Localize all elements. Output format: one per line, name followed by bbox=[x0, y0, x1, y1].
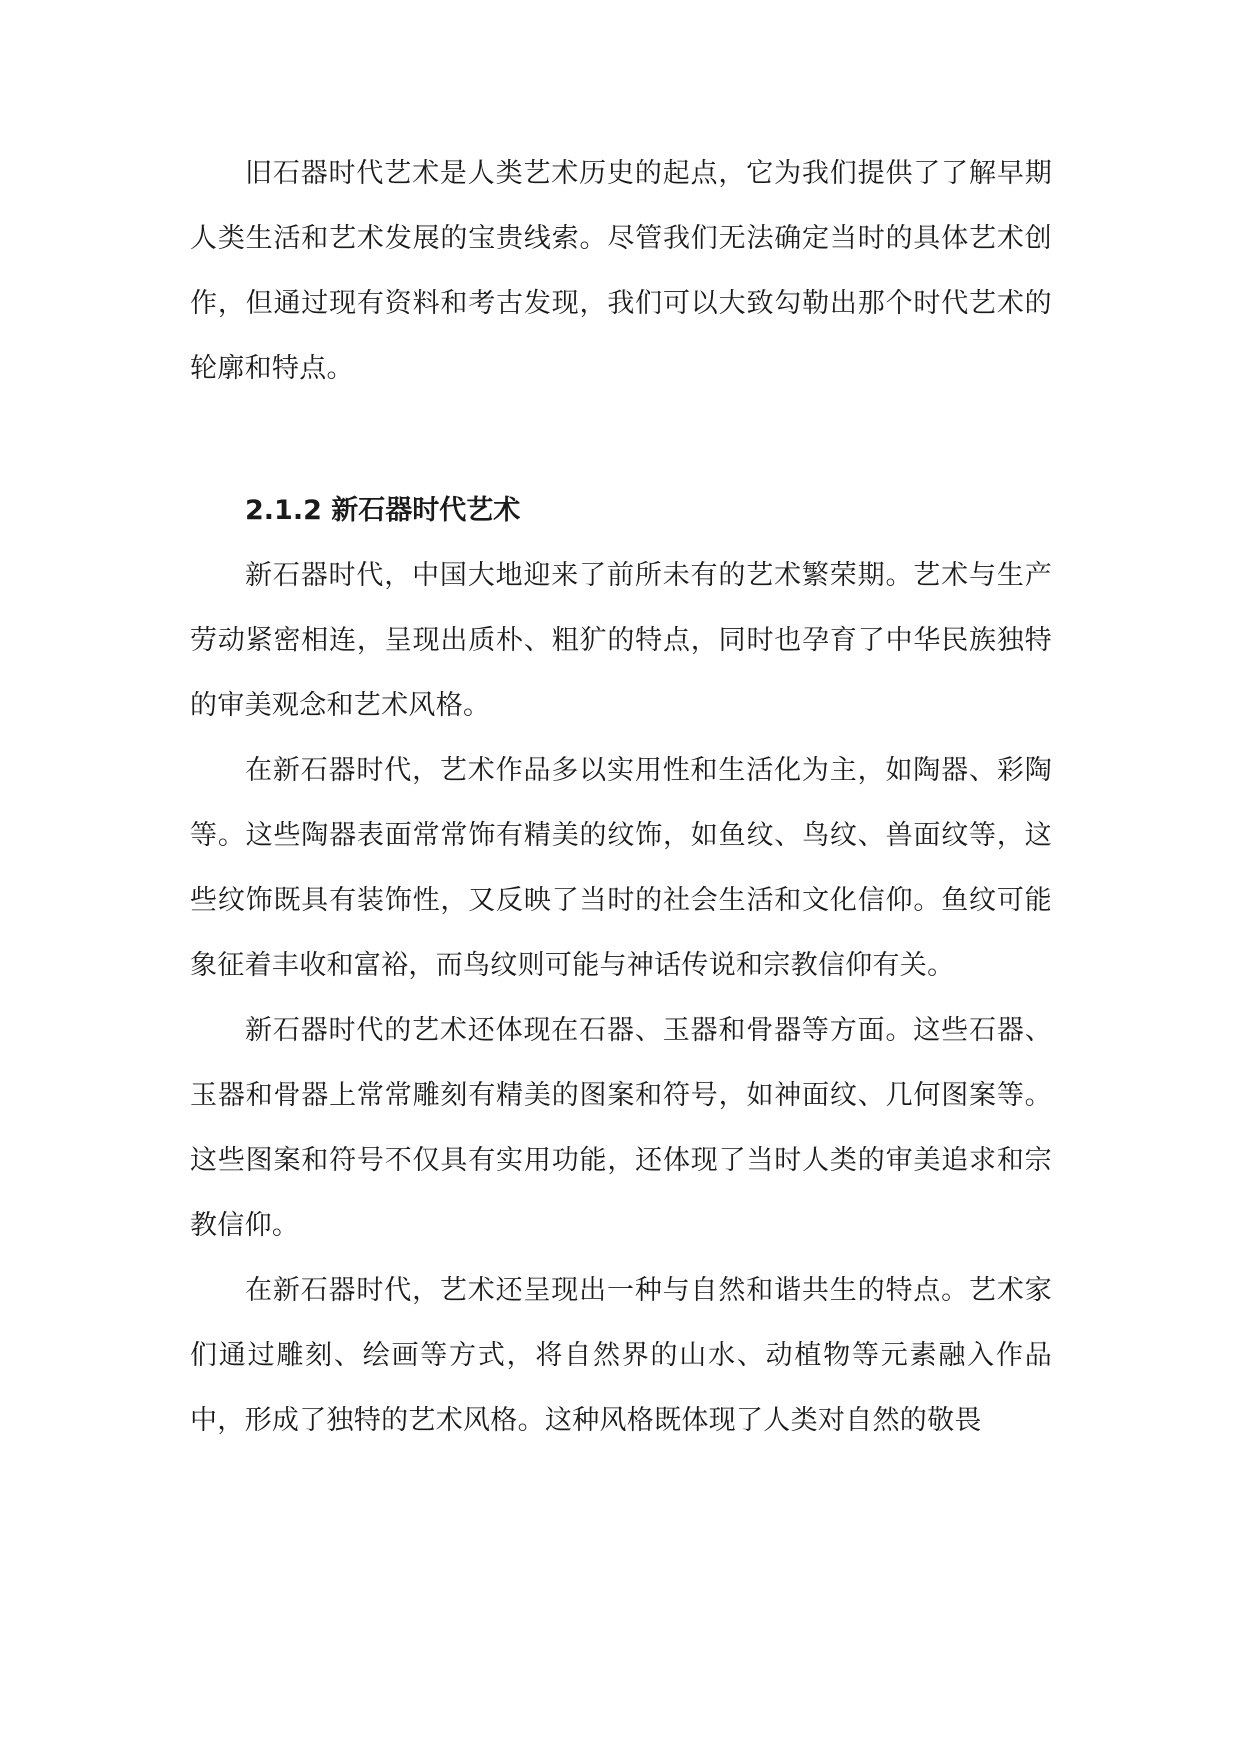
section-heading: 2.1.2 新石器时代艺术 bbox=[245, 495, 521, 526]
intro-paragraph: 旧石器时代艺术是人类艺术历史的起点，它为我们提供了了解早期人类生活和艺术发展的宝贵线索。尽管我们无法确定当时的具体艺术创作，但通过现有资料和考古发现，我们可以大致勾勒出那个时代艺术的轮廓和特点。 bbox=[190, 158, 1052, 384]
body-paragraph: 在新石器时代，艺术还呈现出一种与自然和谐共生的特点。艺术家们通过雕刻、绘画等方式，将自然界的山水、动植物等元素融入作品中，形成了独特的艺术风格。这种风格既体现了人类对自然的敬畏 bbox=[190, 1275, 1052, 1436]
intro-section bbox=[190, 141, 1052, 401]
body-section bbox=[190, 543, 1052, 1453]
body-paragraph: 新石器时代，中国大地迎来了前所未有的艺术繁荣期。艺术与生产劳动紧密相连，呈现出质朴、粗犷的特点，同时也孕育了中华民族独特的审美观念和艺术风格。 bbox=[190, 560, 1052, 721]
body-paragraph: 在新石器时代，艺术作品多以实用性和生活化为主，如陶器、彩陶等。这些陶器表面常常饰有精美的纹饰，如鱼纹、鸟纹、兽面纹等，这些纹饰既具有装饰性，又反映了当时的社会生活和文化信仰。鱼纹可能象征着丰收和富裕，而鸟纹则可能与神话传说和宗教信仰有关。 bbox=[190, 755, 1052, 981]
body-paragraph: 新石器时代的艺术还体现在石器、玉器和骨器等方面。这些石器、玉器和骨器上常常雕刻有精美的图案和符号，如神面纹、几何图案等。这些图案和符号不仅具有实用功能，还体现了当时人类的审美追求和宗教信仰。 bbox=[190, 1015, 1052, 1241]
